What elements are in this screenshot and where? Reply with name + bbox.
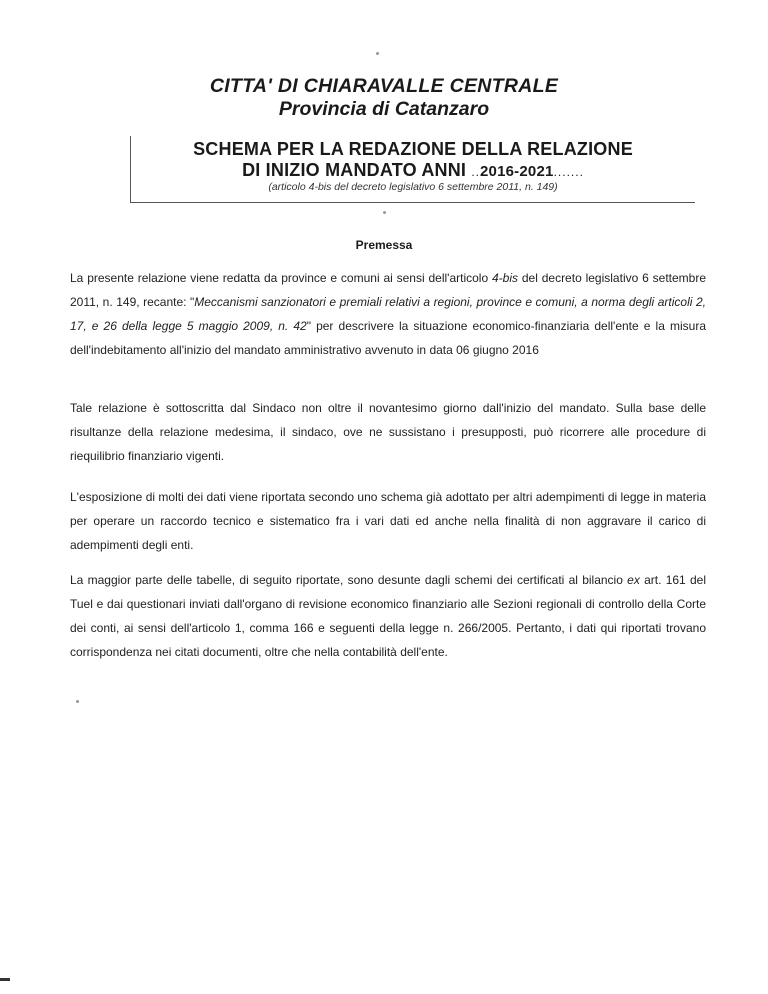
p1-emphasis-2: Meccanismi sanzionatori e premiali relativi a regioni, province e comuni, a norma degli articoli 2, 17, e 26 della legge 5 maggio 2009, n. 42 bbox=[70, 295, 706, 333]
scan-edge-mark bbox=[0, 978, 10, 981]
scan-speck bbox=[76, 700, 79, 703]
schema-title-line1: SCHEMA PER LA REDAZIONE DELLA RELAZIONE bbox=[193, 139, 633, 159]
p4-text-a: La maggior parte delle tabelle, di seguito riportate, sono desunte dagli schemi dei certificati al bilancio bbox=[70, 573, 628, 587]
paragraph-3: L'esposizione di molti dei dati viene riportata secondo uno schema già adottato per altri adempimenti di legge in materia per operare un raccordo tecnico e sistematico fra i vari dati ed anche nella finalità di non aggravare il carico di adempimenti degli enti. bbox=[70, 490, 706, 552]
section-title: Premessa bbox=[355, 238, 413, 252]
p1-emphasis-1: 4-bis bbox=[492, 271, 519, 285]
p1-text-a: La presente relazione viene redatta da province e comuni ai sensi dell'articolo bbox=[70, 271, 492, 285]
paragraph-1 bbox=[70, 266, 706, 362]
schema-subtitle: (articolo 4-bis del decreto legislativo 6 settembre 2011, n. 149) bbox=[268, 181, 558, 193]
schema-title bbox=[131, 139, 695, 183]
dots-after: ....... bbox=[553, 165, 584, 179]
schema-title-prefix: DI INIZIO MANDATO ANNI bbox=[242, 160, 467, 180]
city-name: CITTA' DI CHIARAVALLE CENTRALE bbox=[209, 75, 559, 97]
scan-speck bbox=[376, 52, 379, 55]
p1-text-b: del decreto legislativo 6 settembre 2011, n. 149, recante: " bbox=[70, 271, 706, 309]
p4-text-b: art. 161 del Tuel e dai questionari inviati dall'organo di revisione economico finanziario alle Sezioni regionali di controllo della Corte dei conti, ai sensi dell'articolo 1, comma 166 e seguenti della legge n. 266/2005. Pertanto, i dati qui riportati trovano corrispondenza nei citati documenti, oltre che nella contabilità dell'ente. bbox=[70, 573, 706, 659]
province-name: Provincia di Catanzaro bbox=[278, 98, 490, 120]
p1-text-c: " per descrivere la situazione economico-finanziaria dell'ente e la misura dell'indebitamento all'inizio del mandato amministrativo avvenuto in data 06 giugno 2016 bbox=[70, 319, 706, 357]
schema-heading-box bbox=[130, 136, 695, 203]
dots-before: .. bbox=[471, 165, 481, 179]
mandate-years: 2016-2021 bbox=[480, 163, 554, 180]
paragraph-4 bbox=[70, 568, 706, 664]
schema-title-line2 bbox=[131, 160, 695, 183]
document-header bbox=[0, 74, 768, 120]
scan-speck bbox=[383, 211, 386, 214]
paragraph-2: Tale relazione è sottoscritta dal Sindaco non oltre il novantesimo giorno dall'inizio del mandato. Sulla base delle risultanze della relazione medesima, il sindaco, ove ne sussistano i presupposti, può ricorrere alle procedure di riequilibrio finanziario vigenti. bbox=[70, 401, 706, 463]
p4-emphasis: ex bbox=[627, 573, 640, 587]
